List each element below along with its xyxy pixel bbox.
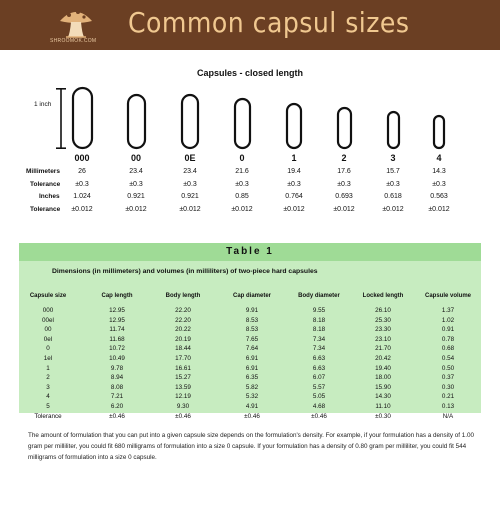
page-title: Common capsul sizes	[128, 6, 410, 39]
table-cell: 10.49	[109, 355, 125, 362]
table-cell: 18.00	[375, 374, 391, 382]
capsules-section-title: Capsules - closed length	[196, 68, 304, 78]
table-cell: 9.78	[110, 364, 124, 372]
table-cell: 1el	[43, 355, 53, 362]
table-cell: 21.70	[375, 345, 391, 353]
table-cell: 16.61	[175, 364, 191, 372]
table-cell: Tolerance	[34, 412, 62, 420]
size-heading: 0E	[184, 153, 196, 163]
table-cell: 23.30	[375, 326, 391, 334]
table-column-header: Body diameter	[298, 293, 340, 299]
capsule-0E-shape	[182, 95, 198, 148]
table-cell: 12.95	[109, 307, 125, 314]
mm-value: 17.6	[337, 168, 351, 175]
inch-value: 0.921	[127, 193, 145, 200]
ruler-label: 1 inch	[34, 101, 52, 108]
table-column-header: Cap length	[101, 293, 133, 299]
table-column-header: Body length	[165, 293, 201, 299]
table-cell: 7.65	[245, 335, 259, 343]
mm-value: 23.4	[183, 168, 197, 175]
size-heading: 0	[239, 153, 245, 163]
inch-value: 0.618	[384, 193, 402, 200]
table-cell: 5.32	[245, 393, 259, 401]
row-label-millimeters: Millimeters	[26, 168, 60, 175]
table-cell: 15.27	[175, 374, 191, 382]
table-cell: 8.53	[245, 316, 259, 324]
table-cell: 9.55	[312, 307, 326, 314]
size-heading: 2	[341, 153, 347, 163]
table-cell: 9.91	[245, 307, 259, 314]
inch-tolerance-value: ±0.012	[71, 206, 93, 213]
mm-value: 15.7	[386, 168, 400, 175]
table-cell: ±0.46	[175, 412, 191, 420]
table-cell: 11.68	[109, 335, 125, 343]
table-cell: N/A	[442, 412, 454, 420]
table-cell: 20.22	[175, 326, 191, 334]
table-cell: 5.82	[245, 383, 259, 391]
table-cell: 1.02	[441, 316, 455, 324]
table-cell: 7.34	[312, 345, 326, 353]
table-cell: 13.59	[175, 383, 191, 391]
table-cell: 5.05	[312, 393, 326, 401]
table-cell: 19.40	[375, 364, 391, 372]
table-cell: 4.68	[312, 403, 326, 410]
table-cell: 7.34	[312, 335, 326, 343]
table-cell: 12.19	[175, 393, 191, 401]
table-cell: 0.13	[441, 403, 455, 410]
table-cell: 8.94	[110, 374, 124, 382]
table-cell: 0.37	[441, 374, 455, 382]
table-cell: 22.20	[175, 307, 191, 314]
table-cell: 000	[42, 307, 54, 314]
logo-text: SHROOMOK.COM	[50, 38, 97, 44]
table-cell: 25.30	[375, 316, 391, 324]
mm-value: 23.4	[129, 168, 143, 175]
table-cell: 0.54	[441, 355, 455, 362]
table-cell: 6.91	[245, 364, 259, 372]
row-label-inches: Inches	[39, 193, 60, 200]
table-cell: 5.57	[312, 383, 326, 391]
table-cell: 9.30	[176, 403, 190, 410]
inch-tolerance-value: ±0.012	[179, 206, 201, 213]
table-cell: 23.10	[375, 335, 391, 343]
capsule-00-shape	[128, 95, 145, 148]
table-cell: 0el	[43, 335, 53, 343]
table-cell: 10.72	[109, 345, 125, 353]
table-cell: 22.20	[175, 316, 191, 324]
table-cell: 6.91	[245, 355, 259, 362]
capsule-4-shape	[434, 116, 444, 148]
mm-tolerance-value: ±0.3	[235, 181, 249, 188]
table-column-header: Cap diameter	[232, 293, 271, 299]
table-cell: 0.21	[441, 393, 455, 401]
table-column-header: Capsule size	[29, 293, 67, 299]
table-cell: 8.18	[312, 326, 326, 334]
table-cell: 26.10	[375, 307, 391, 314]
table-cell: 4	[46, 393, 50, 401]
table-cell: 18.44	[175, 345, 191, 353]
table-cell: 15.90	[375, 383, 391, 391]
table-cell: 6.07	[312, 374, 326, 382]
table-cell: 6.35	[245, 374, 259, 382]
table-cell: ±0.46	[109, 412, 125, 420]
table-cell: 7.64	[245, 345, 259, 353]
size-heading: 4	[436, 153, 442, 163]
mm-value: 21.6	[235, 168, 249, 175]
table-cell: 0	[46, 345, 50, 353]
inch-tolerance-value: ±0.012	[231, 206, 253, 213]
table-cell: 00	[44, 326, 52, 334]
inch-tolerance-value: ±0.012	[382, 206, 404, 213]
table-cell: 4.91	[245, 403, 259, 410]
size-heading: 00	[130, 153, 141, 163]
inch-tolerance-value: ±0.012	[428, 206, 450, 213]
table-cell: 0.78	[441, 335, 455, 343]
table-column-header: Locked length	[362, 293, 404, 299]
table-cell: 0.91	[441, 326, 455, 334]
inch-value: 0.921	[181, 193, 199, 200]
mm-tolerance-value: ±0.3	[287, 181, 301, 188]
table-cell: 11.10	[375, 403, 391, 410]
table-cell: 11.74	[109, 326, 125, 334]
capsule-000-shape	[73, 88, 92, 148]
mm-tolerance-value: ±0.3	[183, 181, 197, 188]
mm-tolerance-value: ±0.3	[75, 181, 89, 188]
size-heading: 1	[291, 153, 297, 163]
size-heading: 3	[390, 153, 396, 163]
table-cell: 6.20	[110, 403, 124, 410]
mm-tolerance-value: ±0.3	[129, 181, 143, 188]
table-cell: ±0.46	[311, 412, 327, 420]
table-column-header: Capsule volume	[424, 293, 471, 299]
inch-value: 0.693	[335, 193, 353, 200]
table-cell: 12.95	[109, 316, 125, 324]
table-cell: 3	[46, 383, 50, 391]
table-cell: 20.19	[175, 335, 191, 343]
capsule-3-shape	[388, 112, 399, 148]
inch-tolerance-value: ±0.012	[125, 206, 147, 213]
table-cell: 2	[46, 374, 50, 382]
table-cell: 8.18	[312, 316, 326, 324]
mm-tolerance-value: ±0.3	[386, 181, 400, 188]
capsule-outlines	[0, 0, 500, 160]
row-label-tolerance: Tolerance	[30, 181, 61, 188]
table-subtitle: Dimensions (in millimeters) and volumes (in milliliters) of two-piece hard capsules	[52, 268, 318, 275]
table-cell: ±0.46	[244, 412, 260, 420]
row-label-tolerance: Tolerance	[30, 206, 61, 213]
inch-value: 0.563	[430, 193, 448, 200]
capsule-2-shape	[338, 108, 351, 148]
table-cell: 0.30	[441, 383, 455, 391]
mm-tolerance-value: ±0.3	[432, 181, 446, 188]
mm-value: 26	[78, 168, 86, 175]
mm-value: 19.4	[287, 168, 301, 175]
table-cell: ±0.30	[375, 412, 391, 420]
table-cell: 5	[46, 403, 50, 410]
table-cell: 1.37	[441, 307, 455, 314]
mm-tolerance-value: ±0.3	[337, 181, 351, 188]
inch-value: 0.85	[235, 193, 249, 200]
inch-tolerance-value: ±0.012	[333, 206, 355, 213]
table-cell: 17.70	[175, 355, 191, 362]
inch-tolerance-value: ±0.012	[283, 206, 305, 213]
table-cell: 7.21	[110, 393, 124, 401]
size-heading: 000	[74, 153, 90, 163]
table-cell: 00el	[42, 316, 54, 324]
table-cell: 14.30	[375, 393, 391, 401]
capsule-0-shape	[235, 99, 250, 148]
table-cell: 1	[46, 364, 50, 372]
table-cell: 6.63	[312, 364, 326, 372]
inch-value: 1.024	[73, 193, 91, 200]
mm-value: 14.3	[432, 168, 446, 175]
table-cell: 8.53	[245, 326, 259, 334]
capsule-1-shape	[287, 104, 301, 148]
table-cell: 8.08	[110, 383, 124, 391]
footnote-text: The amount of formulation that you can put into a given capsule size depends on the formulation's density. For example, if your formulation has a density of 1.00 gram per milliliter, you could fit 680 milligrams of formulation into a size 0 capsule. If your formulation has a density of 0.80 gram per milliliter, you could fit 544 milligrams of formulation into a size 0 capsule.	[28, 432, 474, 461]
table-cell: 0.68	[441, 345, 455, 353]
table-cell: 0.50	[441, 364, 455, 372]
inch-value: 0.764	[285, 193, 303, 200]
table-cell: 20.42	[375, 355, 391, 362]
table-cell: 6.63	[312, 355, 326, 362]
table-title: Table 1	[19, 243, 481, 261]
